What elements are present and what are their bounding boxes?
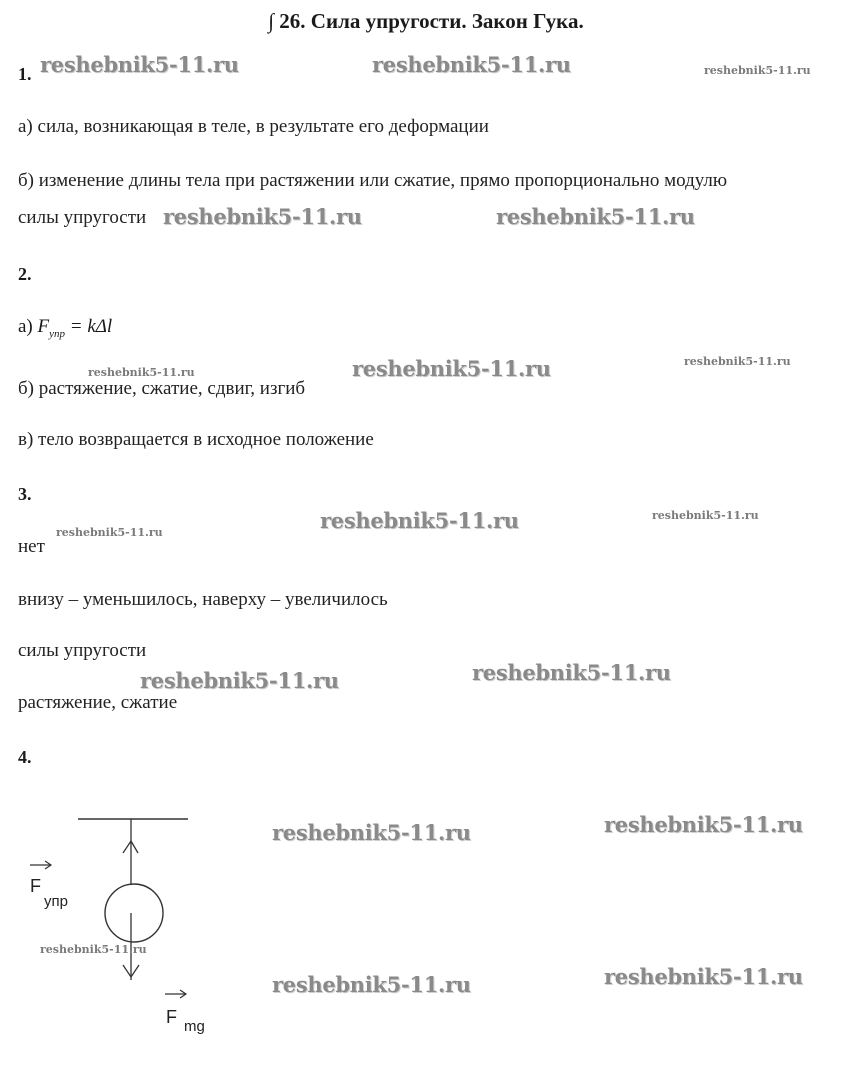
section-1-answer-b-line2: силы упругости [18, 207, 147, 228]
formula-force-symbol: F [37, 316, 50, 337]
section-4-number: 4. [18, 747, 32, 767]
hooke-law-formula [18, 316, 112, 340]
f-mg-label: F [166, 1007, 177, 1027]
section-3-line-4: растяжение, сжатие [18, 692, 178, 713]
watermark: reshebnik5-11.ru [320, 508, 519, 533]
section-1-answer-a: а) сила, возникающая в теле, в результате его деформации [18, 116, 489, 137]
section-2-answer-c: в) тело возвращается в исходное положение [18, 429, 374, 450]
f-upr-label: F [30, 876, 41, 896]
f-upr-subscript: упр [44, 893, 68, 910]
watermark: reshebnik5-11.ru [88, 366, 195, 379]
page-title: ∫ 26. Сила упругости. Закон Гука. [268, 9, 584, 33]
watermark: reshebnik5-11.ru [472, 660, 671, 685]
formula-force-subscript: упр [49, 327, 66, 340]
watermark: reshebnik5-11.ru [272, 972, 471, 997]
ball [105, 884, 163, 942]
section-2-answer-b: б) растяжение, сжатие, сдвиг, изгиб [18, 378, 306, 399]
f-mg-subscript: mg [184, 1018, 205, 1035]
watermark: reshebnik5-11.ru [163, 204, 362, 229]
watermark: reshebnik5-11.ru [604, 964, 803, 989]
watermark: reshebnik5-11.ru [352, 356, 551, 381]
watermark: reshebnik5-11.ru [652, 509, 759, 522]
formula-rhs: = kΔl [65, 316, 113, 337]
section-2-number: 2. [18, 264, 32, 284]
section-1-answer-b-line1: б) изменение длины тела при растяжении или сжатие, прямо пропорционально модулю [18, 170, 728, 191]
watermark: reshebnik5-11.ru [684, 355, 791, 368]
watermark: reshebnik5-11.ru [372, 52, 571, 77]
watermark: reshebnik5-11.ru [704, 64, 811, 77]
section-3-number: 3. [18, 484, 32, 504]
watermark: reshebnik5-11.ru [272, 820, 471, 845]
section-1-number: 1. [18, 64, 32, 84]
force-diagram [20, 805, 220, 1040]
watermark: reshebnik5-11.ru [140, 668, 339, 693]
watermark: reshebnik5-11.ru [56, 526, 163, 539]
watermark: reshebnik5-11.ru [496, 204, 695, 229]
section-3-line-1: нет [18, 536, 45, 557]
watermark: reshebnik5-11.ru [40, 52, 239, 77]
section-3-line-2: внизу – уменьшилось, наверху – увеличилось [18, 589, 388, 610]
watermark: reshebnik5-11.ru [604, 812, 803, 837]
section-3-line-3: силы упругости [18, 640, 147, 661]
formula-label: а) [18, 316, 33, 337]
watermark: reshebnik5-11.ru [40, 943, 147, 956]
